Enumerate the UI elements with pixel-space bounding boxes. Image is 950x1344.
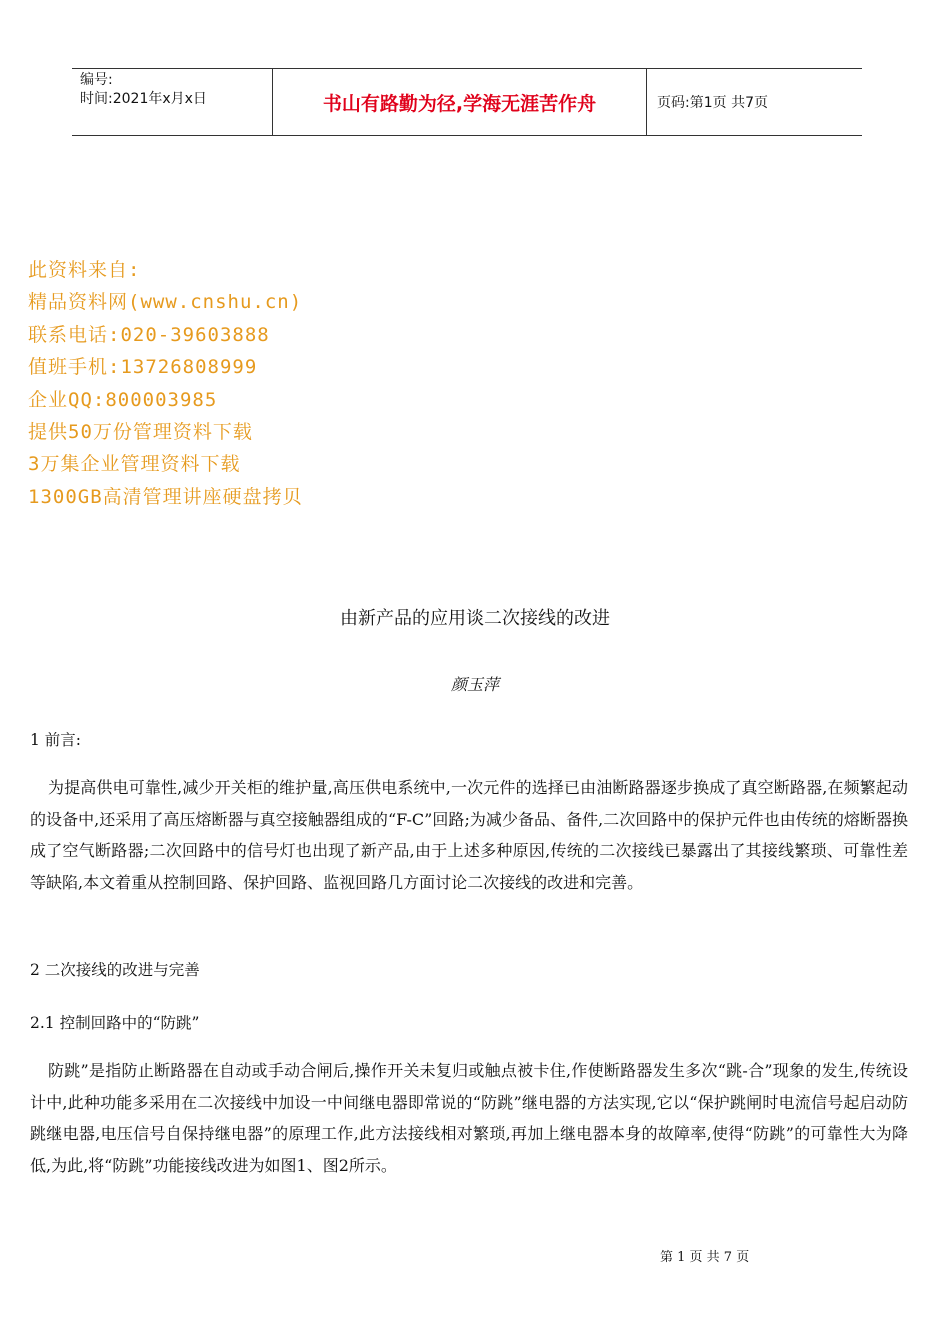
time-label: 时间:2021年x月x日: [80, 91, 207, 107]
paragraph-anti-jump: 防跳”是指防止断路器在自动或手动合闸后,操作开关未复归或触点被卡住,作使断路器发生多次“跳-合”现象的发生,传统设计中,此种功能多采用在二次接线中加设一中间继电器即常说的“防跳”继电器的方法实现,它以“保护跳闸时电流信号起启动防跳继电器,电压信号自保持继电器”的原理工作,此方法接线相对繁琐,再加上继电器本身的故障率,使得“防跳”的可靠性大为降低,为此,将“防跳”功能接线改进为如图1、图2所示。: [30, 1061, 908, 1175]
promo-line: 提供50万份管理资料下载: [28, 421, 253, 444]
header-table: [72, 68, 862, 136]
number-label: 编号:: [80, 72, 113, 88]
promo-line: 此资料来自:: [28, 259, 141, 281]
promo-line: 精品资料网(www.cnshu.cn): [28, 291, 303, 314]
page-code: 页码:第1页 共7页: [657, 95, 768, 111]
article-title: 由新产品的应用谈二次接线的改进: [340, 608, 610, 629]
header-meta-cell: [72, 69, 273, 135]
section-heading-2-1: 2.1 控制回路中的“防跳”: [30, 1014, 200, 1032]
page-footer: 第 1 页 共 7 页: [660, 1250, 750, 1265]
article-author: 颜玉萍: [450, 675, 499, 694]
promo-line: 联系电话:020-39603888: [28, 323, 270, 346]
section-heading-intro: 1 前言:: [30, 731, 82, 749]
header-page-cell: [647, 69, 862, 135]
paragraph-intro: 为提高供电可靠性,减少开关柜的维护量,高压供电系统中,一次元件的选择已由油断路器逐步换成了真空断路器,在频繁起动的设备中,还采用了高压熔断器与真空接触器组成的“F-C”回路;为减少备品、备件,二次回路中的保护元件也由传统的熔断器换成了空气断路器;二次回路中的信号灯也出现了新产品,由于上述多种原因,传统的二次接线已暴露出了其接线繁琐、可靠性差等缺陷,本文着重从控制回路、保护回路、监视回路几方面讨论二次接线的改进和完善。: [30, 778, 908, 892]
promo-line: 企业QQ:800003985: [28, 388, 218, 411]
section-heading-2: 2 二次接线的改进与完善: [30, 961, 200, 979]
promo-line: 值班手机:13726808999: [28, 356, 258, 379]
motto-text: 书山有路勤为径,学海无涯苦作舟: [322, 92, 597, 115]
promo-line: 3万集企业管理资料下载: [28, 453, 241, 476]
promo-line: 1300GB高清管理讲座硬盘拷贝: [28, 485, 303, 508]
promo-block: [28, 254, 303, 513]
header-motto-cell: [273, 69, 647, 135]
